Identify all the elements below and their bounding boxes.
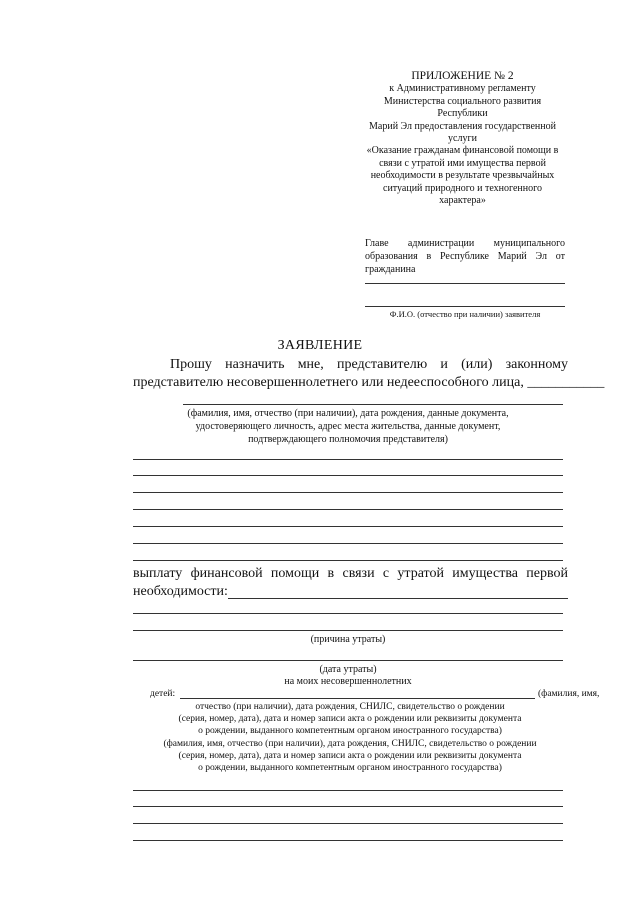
payment-line-2: необходимости:	[133, 584, 228, 599]
applicant-field-line[interactable]	[365, 283, 565, 284]
addressee-line: образования в Республике Марий Эл от	[365, 251, 565, 262]
addressee-block	[365, 237, 565, 276]
reason-field-line[interactable]	[133, 630, 563, 631]
annex-block	[355, 70, 570, 207]
annex-line: к Административному регламенту	[389, 83, 536, 95]
caption-line: (фамилия, имя, отчество (при наличии), дата рождения, данные документа,	[187, 408, 509, 419]
children-label-tail: (фамилия, имя,	[538, 689, 600, 699]
blank-line[interactable]	[133, 560, 563, 561]
representative-caption	[133, 407, 563, 446]
blank-line[interactable]	[133, 823, 563, 824]
annex-line: связи с утратой ими имущества первой	[379, 157, 546, 169]
request-line-1: Прошу назначить мне, представителю и (или) законному	[170, 357, 568, 372]
document-title: ЗАЯВЛЕНИЕ	[277, 338, 363, 353]
children-heading: на моих несовершеннолетних	[284, 676, 412, 687]
blank-line[interactable]	[133, 509, 563, 510]
blank-line[interactable]	[133, 840, 563, 841]
caption-line: о рождении, выданного компетентным органом иностранного государства)	[198, 763, 502, 774]
annex-line: ситуаций природного и техногенного	[383, 182, 542, 194]
blank-line[interactable]	[133, 543, 563, 544]
annex-line: необходимости в результате чрезвычайных	[370, 170, 555, 182]
annex-line: Министерства социального развития	[383, 95, 542, 107]
addressee-line: гражданина	[365, 264, 416, 275]
caption-line: (фамилия, имя, отчество (при наличии), дата рождения, СНИЛС, свидетельство о рождении	[163, 738, 537, 749]
applicant-fio-line[interactable]	[365, 306, 565, 307]
blank-line[interactable]	[133, 790, 563, 791]
children-label: детей:	[150, 689, 176, 699]
date-caption: (дата утраты)	[319, 664, 377, 675]
blank-line[interactable]	[133, 492, 563, 493]
blank-line[interactable]	[133, 526, 563, 527]
annex-line: услуги	[448, 133, 477, 145]
caption-line: о рождении, выданного компетентным органом иностранного государства)	[198, 726, 502, 737]
annex-line: характера»	[439, 195, 486, 207]
date-field-line[interactable]	[133, 660, 563, 661]
blank-line[interactable]	[133, 475, 563, 476]
caption-line: отчество (при наличии), дата рождения, СНИЛС, свидетельство о рождении	[195, 702, 505, 712]
annex-title: ПРИЛОЖЕНИЕ № 2	[411, 70, 514, 82]
annex-line: Марий Эл предоставления государственной	[369, 120, 556, 132]
caption-line: подтверждающего полномочия представителя)	[248, 434, 448, 445]
representative-field-line[interactable]	[183, 404, 563, 405]
children-caption	[140, 701, 560, 774]
request-line-2: представителю несовершеннолетнего или недееспособного лица, ___________	[133, 375, 605, 390]
caption-line: (серия, номер, дата), дата и номер записи акта о рождении или реквизиты документа	[178, 750, 522, 761]
necessity-field-line[interactable]	[228, 598, 568, 599]
addressee-line: Главе администрации муниципального	[365, 238, 565, 249]
children-field-line[interactable]	[180, 698, 535, 699]
reason-caption: (причина утраты)	[310, 634, 386, 645]
annex-line: Республики	[437, 108, 488, 120]
blank-line[interactable]	[133, 806, 563, 807]
fio-caption: Ф.И.О. (отчество при наличии) заявителя	[389, 309, 541, 319]
blank-line[interactable]	[133, 459, 563, 460]
payment-line-1: выплату финансовой помощи в связи с утратой имущества первой	[133, 566, 568, 581]
caption-line: удостоверяющего личность, адрес места жительства, данные документ,	[195, 421, 501, 432]
blank-line[interactable]	[133, 613, 563, 614]
annex-line: «Оказание гражданам финансовой помощи в	[366, 145, 559, 157]
caption-line: (серия, номер, дата), дата и номер записи акта о рождении или реквизиты документа	[178, 714, 522, 725]
